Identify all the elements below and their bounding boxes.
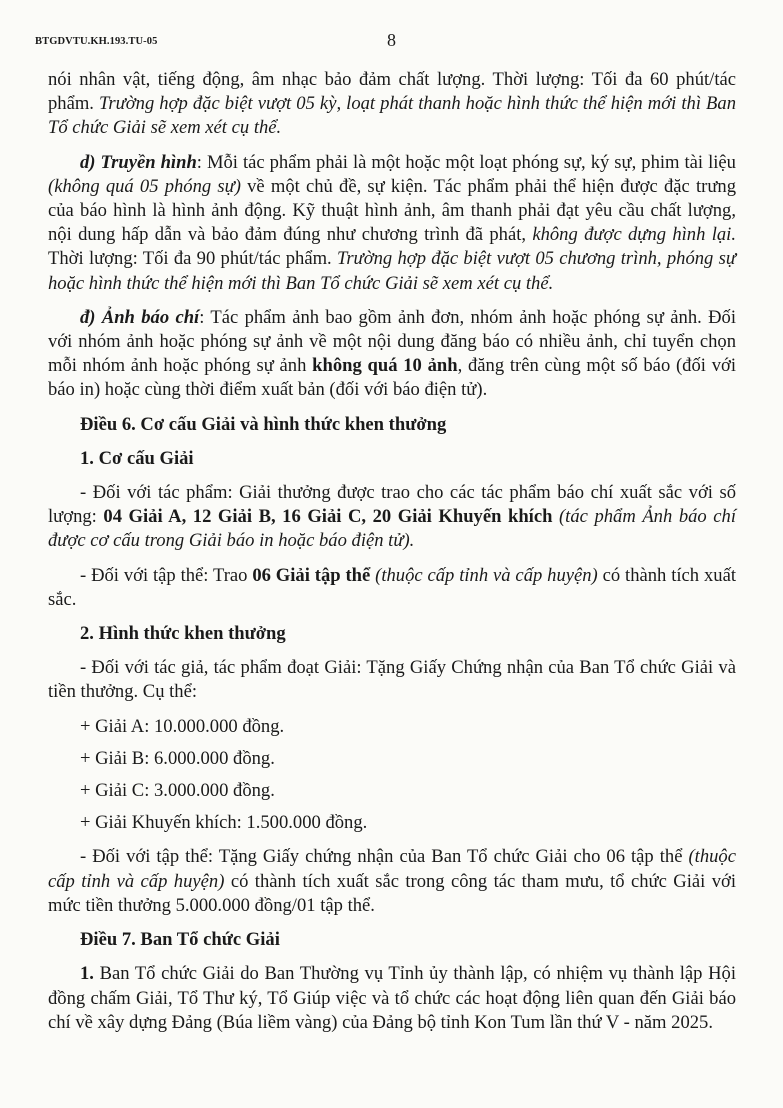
italic-text: không được dựng hình lại. xyxy=(532,224,736,246)
text-run: Thời lượng: Tối đa 90 phút/tác phẩm. xyxy=(48,248,337,270)
article-6-heading: Điều 6. Cơ cấu Giải và hình thức khen thưởng xyxy=(80,413,447,435)
italic-text: (tác phẩm Ảnh báo chí được cơ cấu trong Giải báo in hoặc báo điện tử). xyxy=(48,506,736,552)
item-label-television: d) Truyền hình xyxy=(80,151,197,173)
text-run: , đăng trên cùng một số báo (đối với báo in) hoặc cùng thời điểm xuất bản (đối với báo điện tử). xyxy=(48,355,736,401)
text-run: về một chủ đề, sự kiện. Tác phẩm phải thể hiện được đặc trưng của báo hình là hình ảnh động. Kỹ thuật hình ảnh, âm thanh phải đạt yêu cầu chất lượng, nội dung hấp dẫn và bảo đảm đúng như chương trình đã phát, xyxy=(48,175,736,246)
document-code: BTGDVTU.KH.193.TU-05 xyxy=(35,36,158,47)
paragraph-collective-rewards xyxy=(48,845,736,918)
article-7-heading: Điều 7. Ban Tổ chức Giải xyxy=(80,929,280,951)
text-run: - Đối với tập thể: Trao xyxy=(80,564,253,586)
text-run: - Đối với tác phẩm: Giải thưởng được trao cho các tác phẩm báo chí xuất sắc với số lượng: xyxy=(48,482,736,528)
text-run: nói nhân vật, tiếng động, âm nhạc bảo đảm chất lượng. Thời lượng: Tối đa 60 phút/tác phẩm. xyxy=(48,69,736,115)
paragraph-photo xyxy=(48,306,736,403)
prize-item-a: + Giải A: 10.000.000 đồng. xyxy=(80,715,285,737)
text-run: có thành tích xuất sắc trong công tác tham mưu, tổ chức Giải với mức tiền thưởng 5.000.000 đồng/01 tập thể. xyxy=(48,870,737,916)
bold-text: 04 Giải A, 12 Giải B, 16 Giải C, 20 Giải Khuyến khích xyxy=(103,506,553,528)
italic-text: Trường hợp đặc biệt vượt 05 kỳ, loạt phát thanh hoặc hình thức thể hiện mới thì Ban Tổ chức Giải sẽ xem xét cụ thể. xyxy=(48,93,736,139)
paragraph-collective-prizes xyxy=(48,564,736,612)
paragraph-organizing-committee xyxy=(48,962,736,1035)
italic-text: (không quá 05 phóng sự) xyxy=(48,175,241,197)
section-2-heading: 2. Hình thức khen thưởng xyxy=(80,623,286,645)
bold-text: 06 Giải tập thể xyxy=(252,564,371,586)
text-run: - Đối với tập thể: Tặng Giấy chứng nhận của Ban Tổ chức Giải cho 06 tập thể xyxy=(80,846,689,868)
prize-item-encouragement: + Giải Khuyến khích: 1.500.000 đồng. xyxy=(80,812,368,834)
paragraph-radio-duration xyxy=(48,68,736,141)
document-body xyxy=(48,68,736,1045)
section-1-heading: 1. Cơ cấu Giải xyxy=(80,447,194,469)
text-run: có thành tích xuất sắc. xyxy=(48,564,736,610)
paragraph-author-rewards: - Đối với tác giả, tác phẩm đoạt Giải: Tặng Giấy Chứng nhận của Ban Tổ chức Giải và tiền thưởng. Cụ thể: xyxy=(48,657,736,703)
text-run: : Tác phẩm ảnh bao gồm ảnh đơn, nhóm ảnh hoặc phóng sự ảnh. Đối với nhóm ảnh hoặc phóng sự ảnh về một nội dung đăng báo có nhiều ảnh, chỉ tuyển chọn mỗi nhóm ảnh hoặc phóng sự ảnh xyxy=(48,306,736,377)
prize-item-c: + Giải C: 3.000.000 đồng. xyxy=(80,780,275,802)
page-number: 8 xyxy=(387,30,396,50)
item-label-photo: đ) Ảnh báo chí xyxy=(80,306,200,328)
bold-text: không quá 10 ảnh xyxy=(312,355,458,377)
italic-text: (thuộc cấp tỉnh và cấp huyện) xyxy=(375,564,598,586)
italic-text: (thuộc cấp tỉnh và cấp huyện) xyxy=(48,846,736,892)
text-run: : Mỗi tác phẩm phải là một hoặc một loạt phóng sự, ký sự, phim tài liệu xyxy=(196,151,736,173)
paragraph-television xyxy=(48,151,736,296)
prize-item-b: + Giải B: 6.000.000 đồng. xyxy=(80,747,275,769)
text-run: Ban Tổ chức Giải do Ban Thường vụ Tỉnh ủy thành lập, có nhiệm vụ thành lập Hội đồng chấm Giải, Tổ Thư ký, Tổ Giúp việc và tổ chức các hoạt động liên quan đến Giải báo chí về xây dựng Đảng (Búa liềm vàng) của Đảng bộ tỉnh Kon Tum lần thứ V - năm 2025. xyxy=(48,963,736,1033)
clause-number: 1. xyxy=(80,963,94,985)
paragraph-works-prizes xyxy=(48,481,736,554)
italic-text: Trường hợp đặc biệt vượt 05 chương trình, phóng sự hoặc hình thức thể hiện mới thì Ban Tổ chức Giải sẽ xem xét cụ thể. xyxy=(48,248,737,294)
